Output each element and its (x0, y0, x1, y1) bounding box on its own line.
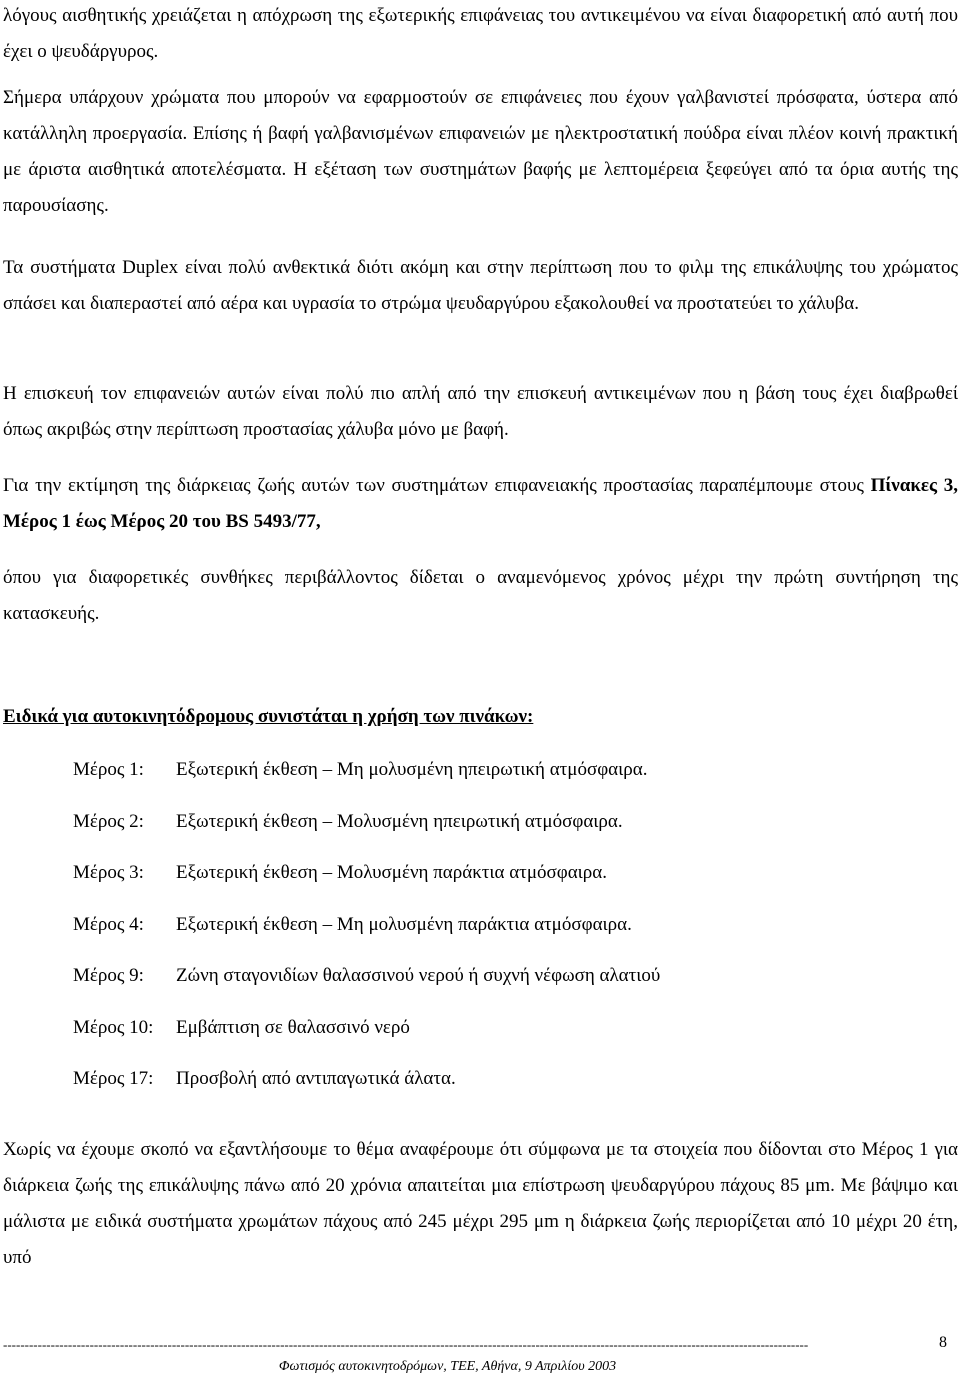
part-text: Ζώνη σταγονιδίων θαλασσινού νερού ή συχνή νέφωση αλατιού (176, 965, 661, 986)
paragraph-3: Τα συστήματα Duplex είναι πολύ ανθεκτικά διότι ακόμη και στην περίπτωση που το φιλμ της επικάλυψης του χρώματος σπάσει και διαπεραστεί από αέρα και υγρασία το στρώμα ψευδαργύρου εξακολουθεί να προστατεύει το χάλυβα. (3, 257, 958, 314)
list-item (73, 855, 660, 907)
list-item (73, 958, 660, 1010)
footer-separator: ------------------------------------------------------------------------------------------------------------------------------------------------------------------------------------------ (3, 1337, 809, 1352)
part-text: Εξωτερική έκθεση – Μολυσμένη ηπειρωτική ατμόσφαιρα. (176, 810, 623, 832)
part-label: Μέρος 4: (73, 913, 144, 935)
paragraph-1: λόγους αισθητικής χρειάζεται η απόχρωση της εξωτερικής επιφάνειας του αντικειμένου να είναι διαφορετική από αυτή που έχει ο ψευδάργυρος. (3, 5, 958, 62)
paragraph-5 (3, 468, 958, 540)
part-label: Μέρος 3: (73, 862, 144, 883)
list-item (73, 804, 660, 856)
footer-text: Φωτισμός αυτοκινητοδρόμων, ΤΕΕ, Αθήνα, 9 Απριλίου 2003 (278, 1359, 617, 1374)
part-label: Μέρος 2: (73, 810, 144, 832)
section-heading: Ειδικά για αυτοκινητόδρομους συνιστάται η χρήση των πινάκων: (3, 706, 534, 727)
parts-list (73, 752, 660, 1113)
list-item (73, 1061, 660, 1113)
part-text: Εμβάπτιση σε θαλασσινό νερό (176, 1016, 410, 1038)
part-text: Προσβολή από αντιπαγωτικά άλατα. (176, 1068, 456, 1089)
part-text: Εξωτερική έκθεση – Μη μολυσμένη ηπειρωτική ατμόσφαιρα. (176, 759, 648, 780)
part-text: Εξωτερική έκθεση – Μη μολυσμένη παράκτια ατμόσφαιρα. (176, 913, 632, 935)
list-item (73, 752, 660, 804)
part-label: Μέρος 17: (73, 1068, 154, 1089)
part-label: Μέρος 10: (73, 1016, 154, 1038)
list-item (73, 907, 660, 959)
part-label: Μέρος 9: (73, 965, 144, 986)
paragraph-5-text: Για την εκτίμηση της διάρκειας ζωής αυτών των συστημάτων επιφανειακής προστασίας παραπέμπουμε στους (3, 475, 871, 496)
paragraph-7: Χωρίς να έχουμε σκοπό να εξαντλήσουμε το θέμα αναφέρουμε ότι σύμφωνα με τα στοιχεία που δίδονται στο Μέρος 1 για διάρκεια ζωής της επικάλυψης πάνω από 20 χρόνια απαιτείται μια επίστρωση ψευδαργύρου πάχους 85 μm. Με βάψιμο και μάλιστα με ειδικά συστήματα χρωμάτων πάχους από 245 μέχρι 295 μm η διάρκεια ζωής περιορίζεται από 10 μέχρι 20 έτη, υπό (3, 1139, 958, 1268)
part-text: Εξωτερική έκθεση – Μολυσμένη παράκτια ατμόσφαιρα. (176, 862, 607, 883)
paragraph-6: όπου για διαφορετικές συνθήκες περιβάλλοντος δίδεται ο αναμενόμενος χρόνος μέχρι την πρώτη συντήρηση της κατασκευής. (3, 567, 958, 624)
page-number: 8 (939, 1334, 947, 1351)
list-item (73, 1010, 660, 1062)
paragraph-4: Η επισκευή τον επιφανειών αυτών είναι πολύ πιο απλή από την επισκευή αντικειμένων που η βάση τους έχει διαβρωθεί όπως ακριβώς στην περίπτωση προστασίας χάλυβα μόνο με βαφή. (3, 383, 958, 440)
paragraph-5-bold-reference: Πίνακες 3, Μέρος 1 έως Μέρος 20 του BS 5493/77, (3, 475, 958, 532)
paragraph-2: Σήμερα υπάρχουν χρώματα που μπορούν να εφαρμοστούν σε επιφάνειες που έχουν γαλβανιστεί πρόσφατα, ύστερα από κατάλληλη προεργασία. Επίσης ή βαφή γαλβανισμένων επιφανειών με ηλεκτροστατική πούδρα είναι πλέον κοινή πρακτική με άριστα αισθητικά αποτελέσματα. Η εξέταση των συστημάτων βαφής με λεπτομέρεια ξεφεύγει από τα όρια αυτής της παρουσίασης. (3, 87, 958, 216)
part-label: Μέρος 1: (73, 759, 144, 780)
